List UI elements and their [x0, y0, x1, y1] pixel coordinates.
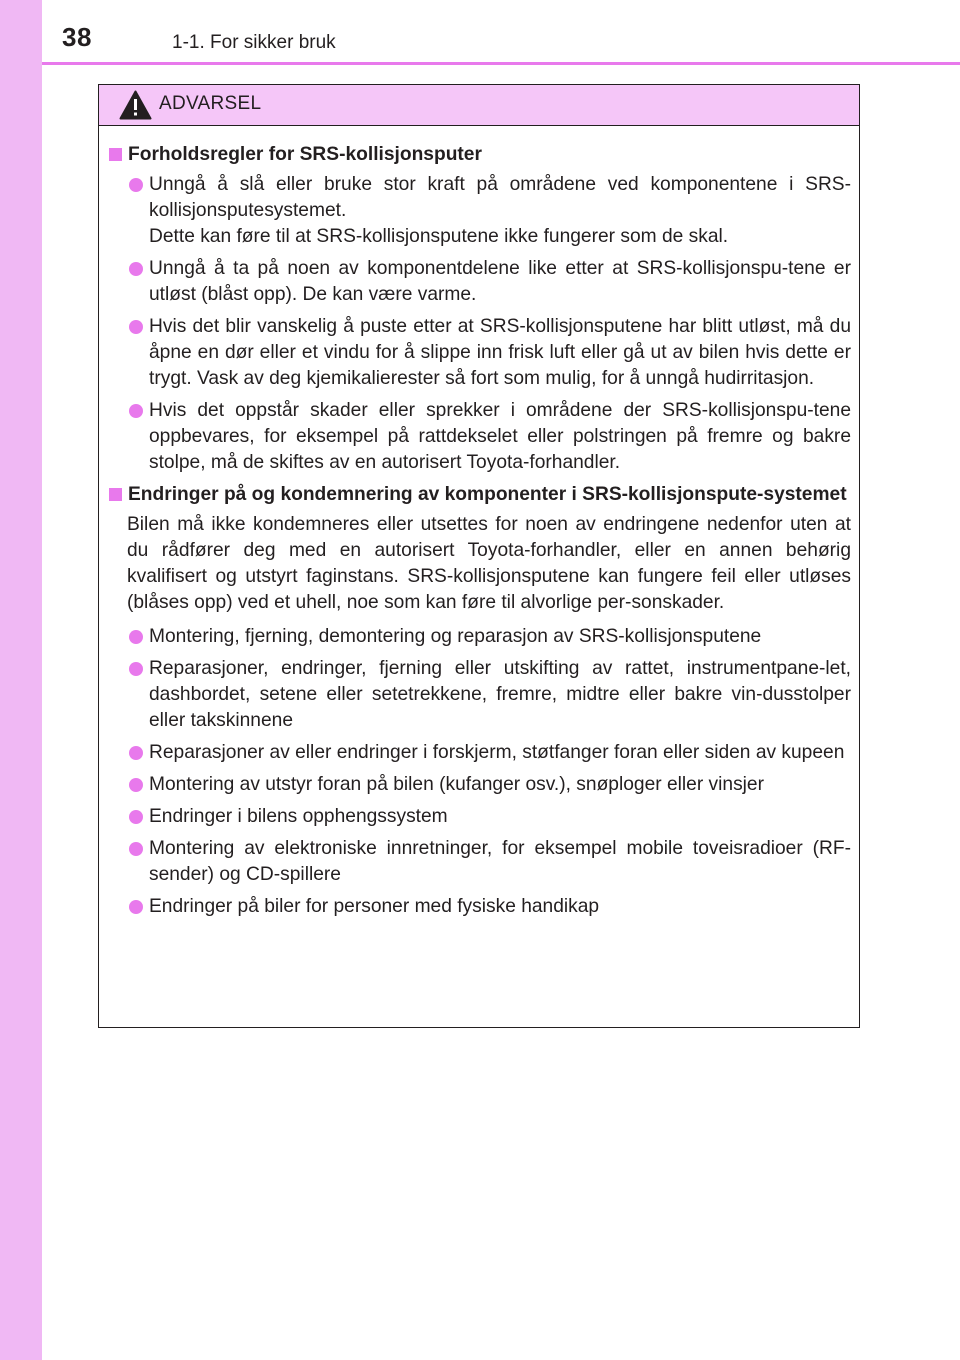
circle-bullet-icon [129, 262, 143, 276]
list-item [107, 398, 851, 476]
circle-bullet-icon [129, 900, 143, 914]
page-number: 38 [62, 22, 92, 52]
list-item [107, 740, 851, 766]
list-item [107, 836, 851, 888]
list-item-note: Dette kan føre til at SRS-kollisjonsputene ikke fungerer som de skal. [149, 226, 729, 247]
list-item-text: Endringer på biler for personer med fysiske handikap [149, 896, 600, 917]
list-item [107, 314, 851, 392]
intro-paragraph [107, 512, 851, 616]
list-item-text: Unngå å slå eller bruke stor kraft på områdene ved komponentene i SRS-kollisjonsputesystemet. [149, 174, 851, 221]
circle-bullet-icon [129, 178, 143, 192]
paragraph-text: Bilen må ikke kondemneres eller utsettes for noen av endringene nedenfor uten at du rådfører deg med en autorisert Toyota-forhandler, eller en annen behørig kvalifisert og utstyrt faginstans. SRS-kollisjonsputene kan fungere feil eller utløses (blåses opp) ved et uhell, noe som kan føre til alvorlige per-sonskader. [127, 514, 851, 613]
circle-bullet-icon [129, 810, 143, 824]
square-bullet-icon [109, 488, 122, 501]
warning-label: ADVARSEL [159, 93, 262, 114]
circle-bullet-icon [129, 842, 143, 856]
circle-bullet-icon [129, 404, 143, 418]
list-item-text: Montering av elektroniske innretninger, for eksempel mobile toveisradioer (RF-sender) og CD-spillere [149, 838, 851, 885]
header-rule [42, 62, 960, 65]
list-item-text: Endringer i bilens opphengssystem [149, 806, 448, 827]
section-title: 1-1. For sikker bruk [172, 32, 336, 53]
list-item [107, 656, 851, 734]
list-item-text: Reparasjoner av eller endringer i forskjerm, støtfanger foran eller siden av kupeen [149, 742, 845, 763]
list-item-text: Montering av utstyr foran på bilen (kufanger osv.), snøploger eller vinsjer [149, 774, 764, 795]
list-item [107, 256, 851, 308]
list-item-text: Hvis det blir vanskelig å puste etter at SRS-kollisjonsputene har blitt utløst, må du åpne en dør eller et vindu for å slippe inn frisk luft eller gå ut av bilen hvis dette er trygt. Vask av deg kjemikalierester så fort som mulig, for å unngå hudirritasjon. [149, 316, 851, 389]
circle-bullet-icon [129, 778, 143, 792]
side-color-strip [0, 0, 42, 1360]
circle-bullet-icon [129, 662, 143, 676]
list-item-text: Reparasjoner, endringer, fjerning eller utskifting av rattet, instrumentpane-let, dashbordet, setene eller setetrekkene, fremre, midtre eller bakre vin-dusstolper eller takskinnene [149, 658, 851, 731]
warning-triangle-icon [119, 90, 152, 120]
section-heading [107, 142, 851, 168]
list-item [107, 172, 851, 250]
section-heading [107, 482, 851, 508]
heading-text: Endringer på og kondemnering av komponenter i SRS-kollisjonspute-systemet [128, 484, 847, 505]
warning-header [99, 85, 859, 126]
heading-text: Forholdsregler for SRS-kollisjonsputer [128, 144, 482, 165]
list-item [107, 624, 851, 650]
list-item-text: Hvis det oppstår skader eller sprekker i områdene der SRS-kollisjonspu-tene oppbevares, for eksempel på rattdekselet eller polstringen på fremre og bakre stolpe, må de skiftes av en autorisert Toyota-forhandler. [149, 400, 851, 473]
circle-bullet-icon [129, 746, 143, 760]
list-item-text: Unngå å ta på noen av komponentdelene like etter at SRS-kollisjonspu-tene er utløst (blåst opp). De kan være varme. [149, 258, 851, 305]
circle-bullet-icon [129, 630, 143, 644]
warning-box [98, 84, 860, 1028]
list-item [107, 894, 851, 920]
square-bullet-icon [109, 148, 122, 161]
circle-bullet-icon [129, 320, 143, 334]
warning-body [99, 126, 859, 920]
list-item-text: Montering, fjerning, demontering og reparasjon av SRS-kollisjonsputene [149, 626, 762, 647]
list-item [107, 772, 851, 798]
list-item [107, 804, 851, 830]
